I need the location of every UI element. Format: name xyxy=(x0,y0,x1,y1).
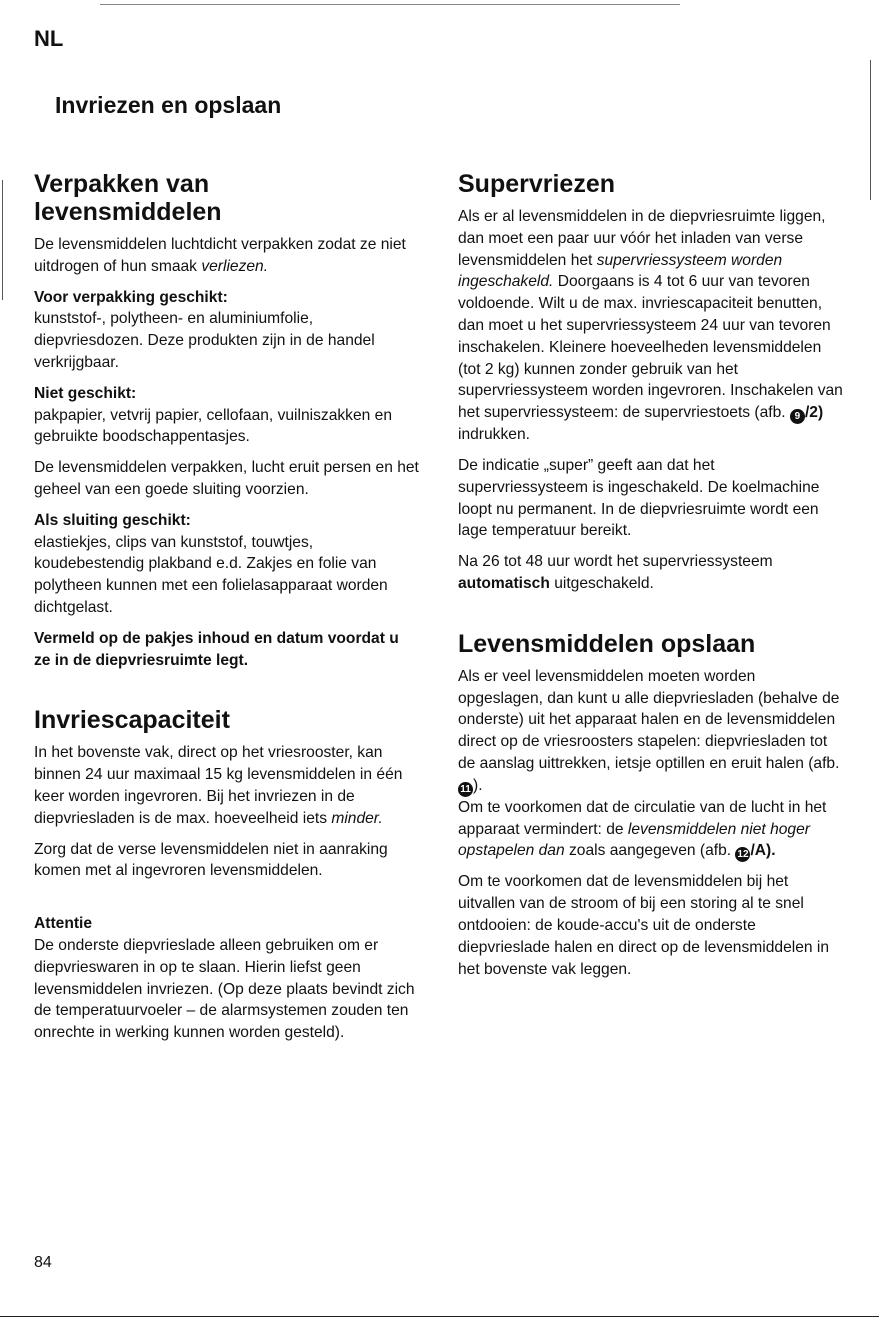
text-automatisch: automatisch xyxy=(458,574,550,592)
text-opslaan-b: ). xyxy=(473,776,483,794)
text-circ-b: zoals aangegeven (afb. xyxy=(564,842,736,860)
text-niet-geschikt: pakpapier, vetvrij papier, cellofaan, vuilniszakken en gebruikte boodschappentasjes. xyxy=(34,406,393,446)
label-attentie: Attentie xyxy=(34,915,93,933)
bottom-rule xyxy=(0,1316,879,1317)
paragraph-capaciteit xyxy=(34,742,419,829)
top-rule xyxy=(100,4,680,5)
page-title: Invriezen en opslaan xyxy=(55,92,282,118)
heading-verpakken: Verpakken van levensmiddelen xyxy=(34,170,222,226)
text-super-italic: supervriessysteem worden ingeschakeld. xyxy=(458,251,783,291)
heading-invriescapaciteit: Invriescapaciteit xyxy=(34,706,230,735)
text-capaciteit: In het bovenste vak, direct op het vriesrooster, kan binnen 24 uur maximaal 15 kg levensmiddelen in één keer worden ingevroren. Bij het invriezen in de diepvriesladen is de max. hoeveelheid iets xyxy=(34,744,403,827)
figure-number-badge: 9 xyxy=(790,409,805,424)
paragraph-indicatie: De indicatie „super” geeft aan dat het supervriessysteem is ingeschakeld. De koelmachine loopt nu permanent. In de diepvriesruimte wordt een lage temperatuur bereikt. xyxy=(458,456,820,540)
paragraph-zorg: Zorg dat de verse levensmiddelen niet in aanraking komen met al ingevroren levensmiddelen. xyxy=(34,840,388,880)
paragraph-opslaan xyxy=(458,666,843,797)
text-super-a: Als er al levensmiddelen in de diepvriesruimte liggen, dan moet een paar uur vóór het inladen van verse levensmiddelen het xyxy=(458,208,826,269)
text-minder: minder. xyxy=(331,809,383,827)
text-opslaan-a: Als er veel levensmiddelen moeten worden opgeslagen, dan kunt u alle diepvriesladen (behalve de onderste) uit het apparaat halen en de levensmiddelen direct op de vriesroosters stapelen: diepvriesladen tot de aanslag uittrekken, ietsje optillen en eruit halen (afb. xyxy=(458,667,840,772)
spacer xyxy=(34,891,419,913)
right-column xyxy=(458,170,843,989)
text-auto-a: Na 26 tot 48 uur wordt het supervriessysteem xyxy=(458,553,773,571)
text-circ-italic: levensmiddelen niet hoger opstapelen dan xyxy=(458,820,810,860)
label-niet-geschikt: Niet geschikt: xyxy=(34,384,137,402)
paragraph-vermeld: Vermeld op de pakjes inhoud en datum voordat u ze in de diepvriesruimte legt. xyxy=(34,629,399,669)
left-column xyxy=(34,170,419,1053)
label-geschikt: Voor verpakking geschikt: xyxy=(34,288,228,306)
spacer xyxy=(458,604,843,630)
text-verliezen: verliezen. xyxy=(201,257,269,275)
paragraph-sluiting xyxy=(34,510,419,619)
right-margin-mark xyxy=(870,60,871,200)
page-number: 84 xyxy=(34,1254,52,1271)
figure-number-badge: 12 xyxy=(737,849,749,861)
text-super-c: indrukken. xyxy=(458,426,530,444)
figure-number-badge: 11 xyxy=(458,782,473,797)
text-super-ref: /2) xyxy=(804,404,824,422)
paragraph-automatisch xyxy=(458,551,843,595)
text-sluiting: elastiekjes, clips van kunststof, touwtjes, koudebestendig plakband e.d. Zakjes en folie van polytheen kunnen met een folielasapparaat worden dichtgelast. xyxy=(34,533,388,616)
text-attentie: De onderste diepvrieslade alleen gebruiken om er diepvrieswaren in op te slaan. Hierin liefst geen levensmiddelen invriezen. (Op deze plaats bevindt zich de temperatuurvoeler – de alarmsystemen zouden ten onrechte in werking kunnen worden gesteld). xyxy=(34,936,415,1042)
text-circ-a: Om te voorkomen dat de circulatie van de lucht in het apparaat vermindert: de xyxy=(458,798,827,838)
heading-supervriezen: Supervriezen xyxy=(458,170,616,198)
paragraph-supervriezen xyxy=(458,206,843,446)
paragraph-stroomuitval: Om te voorkomen dat de levensmiddelen bij het uitvallen van de stroom of bij een storing al te snel ontdooien: de koude-accu's uit de onderste diepvrieslade halen en direct op de levensmiddelen in het bovenste vak leggen. xyxy=(458,873,830,978)
spacer xyxy=(34,680,419,706)
label-sluiting: Als sluiting geschikt: xyxy=(34,511,191,529)
paragraph-circulatie xyxy=(458,797,843,863)
paragraph-lucht-eruit: De levensmiddelen verpakken, lucht eruit persen en het geheel van een goede sluiting voorzien. xyxy=(34,459,419,498)
text-geschikt: kunststof-, polytheen- en aluminiumfolie, diepvriesdozen. Deze produkten zijn in de handel verkrijgbaar. xyxy=(34,310,375,371)
text-super-b: Doorgaans is 4 tot 6 uur van tevoren voldoende. Wilt u de max. invriescapaciteit benutten, dan moet u het supervriessysteem 24 uur van tevoren inschakelen. Kleinere hoeveelheden levensmiddelen (tot 2 kg) kunnen zonder gebruik van het supervriessysteem worden ingevroren. Inschakelen van het supervriessysteem: de supervriestoets (afb. xyxy=(458,273,843,422)
heading-opslaan: Levensmiddelen opslaan xyxy=(458,629,756,658)
text-auto-c: uitgeschakeld. xyxy=(549,574,654,592)
left-margin-mark xyxy=(2,180,3,300)
language-code: NL xyxy=(34,26,64,51)
paragraph-geschikt xyxy=(34,287,419,374)
paragraph-niet-geschikt xyxy=(34,383,419,448)
text-luchtdicht: De levensmiddelen luchtdicht verpakken zodat ze niet uitdrogen of hun smaak xyxy=(34,236,406,275)
paragraph-attentie xyxy=(34,913,419,1044)
paragraph-luchtdicht xyxy=(34,234,419,278)
text-circ-c: /A). xyxy=(750,842,776,860)
